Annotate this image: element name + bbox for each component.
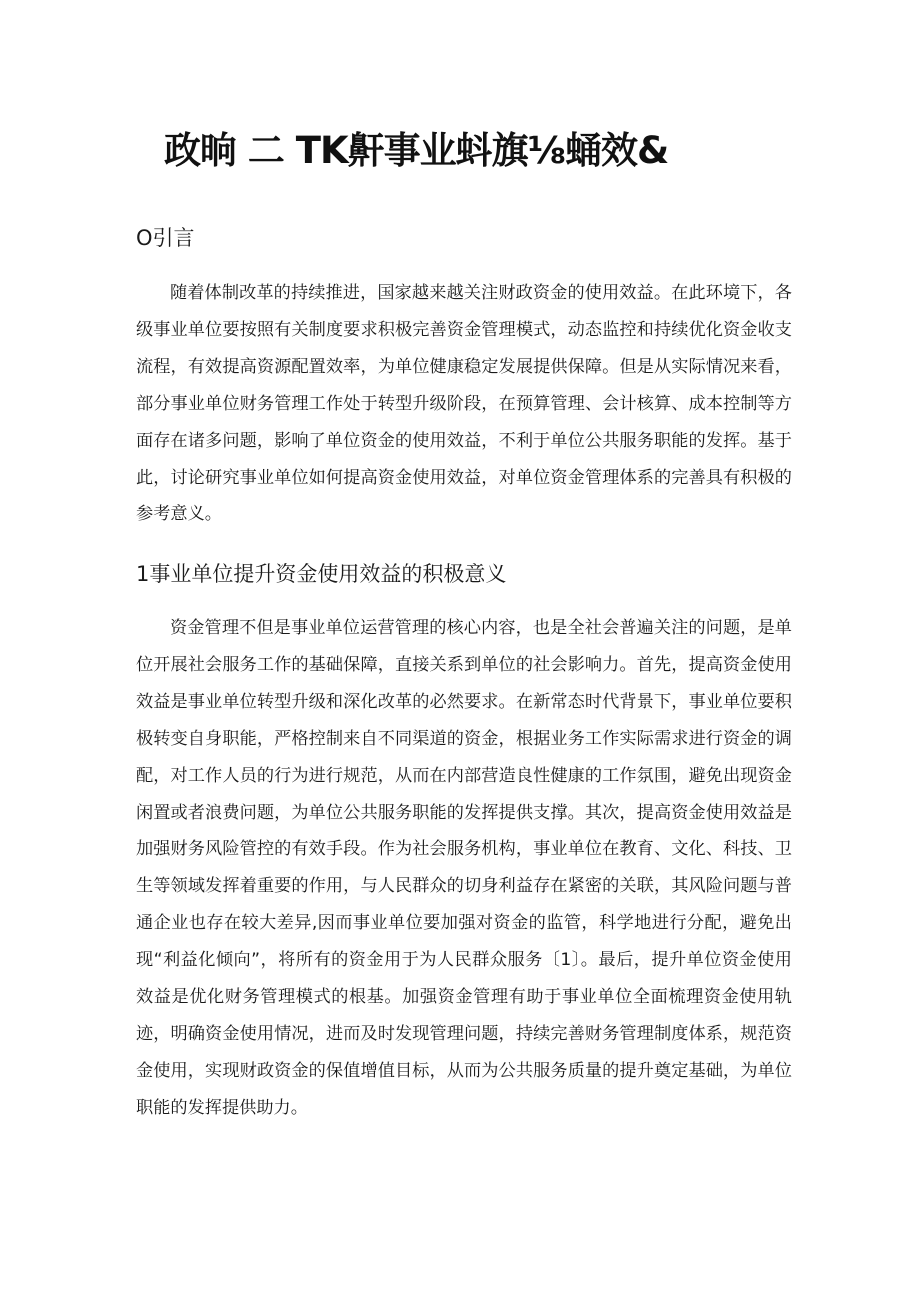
document-title: 政晌 二 TK鼾事业蚪旗⅛蛹效& (164, 129, 669, 172)
section-heading-1: 1事业单位提升资金使用效益的积极意义 (136, 562, 507, 586)
section-1-paragraph: 资金管理不但是事业单位运营管理的核心内容，也是全社会普遍关注的问题，是单位开展社会服务工作的基础保障，直接关系到单位的社会影响力。首先，提高资金使用效益是事业单位转型升级和深化改革的必然要求。在新常态时代背景下，事业单位要积极转变自身职能，严格控制来自不同渠道的资金，根据业务工作实际需求进行资金的调配，对工作人员的行为进行规范，从而在内部营造良性健康的工作氛围，避免出现资金闲置或者浪费问题，为单位公共服务职能的发挥提供支撑。其次，提高资金使用效益是加强财务风险管控的有效手段。作为社会服务机构，事业单位在教育、文化、科技、卫生等领域发挥着重要的作用，与人民群众的切身利益存在紧密的关联，其风险问题与普通企业也存在较大差异,因而事业单位要加强对资金的监管，科学地进行分配，避免出现“利益化倾向”，将所有的资金用于为人民群众服务〔1〕。最后，提升单位资金使用效益是优化财务管理模式的根基。加强资金管理有助于事业单位全面梳理资金使用轨迹，明确资金使用情况，进而及时发现管理问题，持续完善财务管理制度体系，规范资金使用，实现财政资金的保值增值目标，从而为公共服务质量的提升奠定基础，为单位职能的发挥提供助力。 (136, 618, 792, 1118)
introduction-paragraph: 随着体制改革的持续推进，国家越来越关注财政资金的使用效益。在此环境下，各级事业单位要按照有关制度要求积极完善资金管理模式，动态监控和持续优化资金收支流程，有效提高资源配置效率，为单位健康稳定发展提供保障。但是从实际情况来看，部分事业单位财务管理工作处于转型升级阶段，在预算管理、会计核算、成本控制等方面存在诸多问题，影响了单位资金的使用效益，不利于单位公共服务职能的发挥。基于此，讨论研究事业单位如何提高资金使用效益，对单位资金管理体系的完善具有积极的参考意义。 (136, 283, 792, 525)
section-heading-introduction: O引言 (136, 226, 195, 250)
